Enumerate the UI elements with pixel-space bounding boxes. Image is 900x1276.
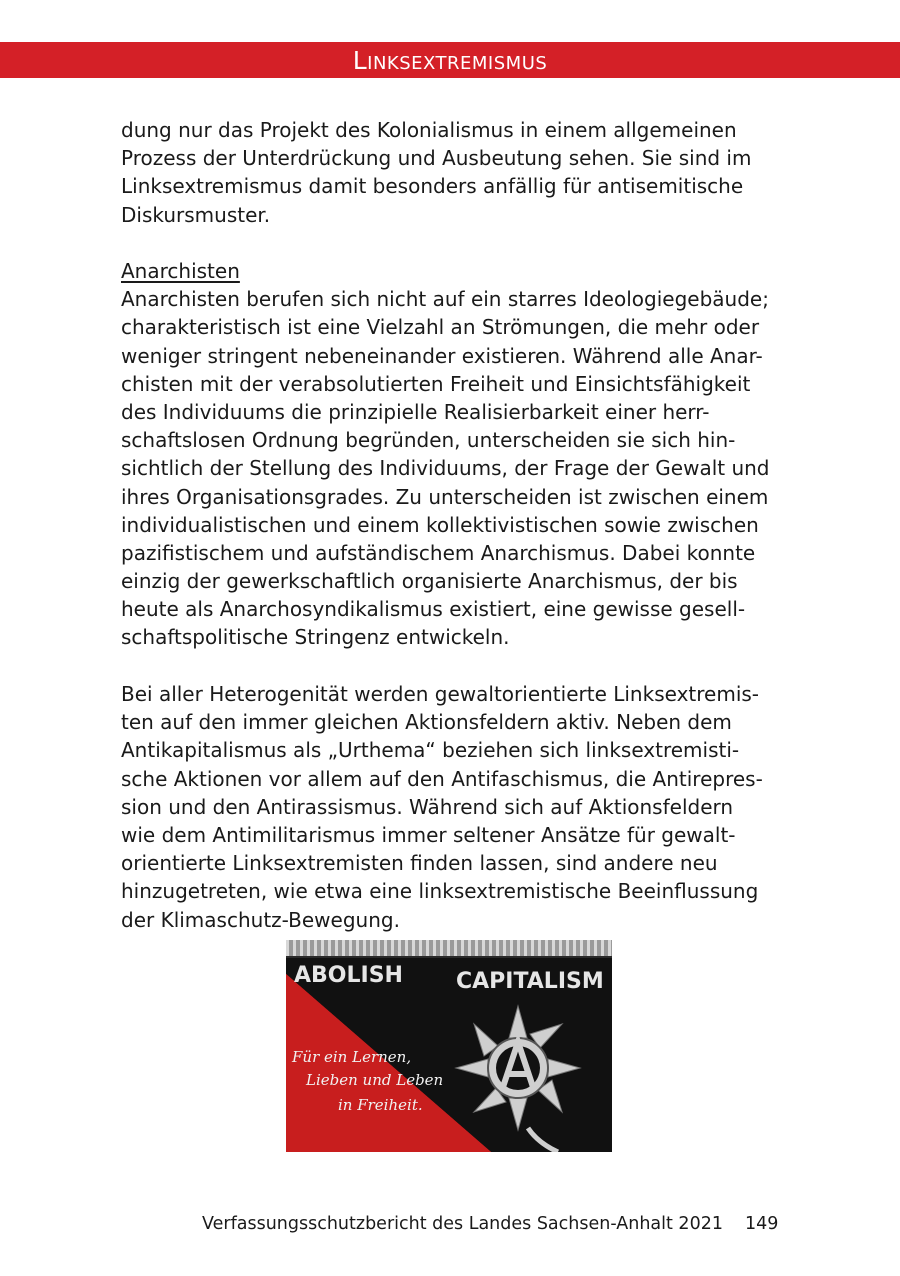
text-line: charakteristisch ist eine Vielzahl an Strömungen, die mehr oder [121, 315, 760, 340]
text-line: Prozess der Unterdrückung und Ausbeutung sehen. Sie sind im [121, 146, 752, 171]
text-line: schaftslosen Ordnung begründen, unterscheiden sie sich hin- [121, 428, 736, 453]
text-line: Linksextremismus damit besonders anfällig für antisemitische [121, 174, 744, 199]
text-line: ihres Organisationsgrades. Zu unterscheiden ist zwischen einem [121, 484, 769, 509]
text-line: Diskursmuster. [121, 202, 271, 227]
paragraph-3 [121, 680, 781, 934]
text-line: dung nur das Projekt des Kolonialismus in einem allgemeinen [121, 118, 737, 142]
text-line: schaftspolitische Stringenz entwickeln. [121, 625, 510, 650]
text-line: Anarchisten berufen sich nicht auf ein starres Ideologiegebäude; [121, 287, 769, 312]
section-heading: Anarchisten [121, 259, 240, 283]
text-line: sche Aktionen vor allem auf den Antifaschismus, die Antirepres- [121, 766, 763, 791]
text-line: Antikapitalismus als „Urthema“ beziehen sich linksextremisti- [121, 738, 740, 763]
text-line: hinzugetreten, wie etwa eine linksextremistische Beeinflussung [121, 879, 759, 904]
text-line: wie dem Antimilitarismus immer seltener Ansätze für gewalt- [121, 822, 736, 847]
page-number: 149 [745, 1214, 779, 1234]
text-line: orientierte Linksextremisten finden lassen, sind andere neu [121, 851, 718, 876]
banner-script-line: Für ein Lernen, [292, 1048, 412, 1066]
banner-script-line: Lieben und Leben [306, 1071, 444, 1089]
text-line: einzig der gewerkschaftlich organisierte Anarchismus, der bis [121, 569, 738, 594]
text-line: des Individuums die prinzipielle Realisierbarkeit einer herr- [121, 399, 710, 424]
paragraph-2 [121, 257, 781, 652]
text-line: der Klimaschutz-Bewegung. [121, 907, 400, 932]
paragraph-1 [121, 116, 781, 229]
banner-photo [286, 940, 612, 1152]
text-line: heute als Anarchosyndikalismus existiert, eine gewisse gesell- [121, 597, 746, 622]
banner-slogan-left: ABOLISH [294, 963, 403, 988]
text-line: individualistischen und einem kollektivistischen sowie zwischen [121, 512, 759, 537]
text-line: chisten mit der verabsolutierten Freiheit und Einsichtsfähigkeit [121, 371, 751, 396]
footer-source: Verfassungsschutzbericht des Landes Sachsen-Anhalt 2021 [202, 1214, 723, 1234]
text-line: weniger stringent nebeneinander existieren. Während alle Anar- [121, 343, 763, 368]
text-line: Bei aller Heterogenität werden gewaltorientierte Linksextremis- [121, 682, 760, 706]
banner-slogan-right: CAPITALISM [456, 969, 604, 994]
banner-script-line: in Freiheit. [338, 1096, 423, 1114]
text-line: sichtlich der Stellung des Individuums, der Frage der Gewalt und [121, 456, 770, 481]
text-line: sion und den Antirassismus. Während sich auf Aktionsfeldern [121, 794, 734, 819]
text-line: pazifistischem und aufständischem Anarchismus. Dabei konnte [121, 540, 756, 565]
text-line: ten auf den immer gleichen Aktionsfeldern aktiv. Neben dem [121, 710, 732, 735]
page-section-title: Linksextremismus [352, 46, 548, 75]
